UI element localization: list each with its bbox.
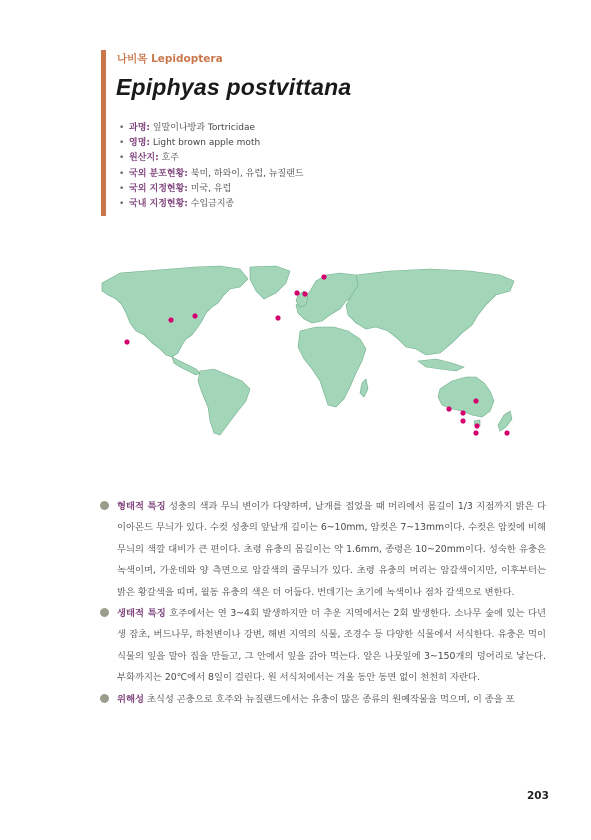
marker-ireland — [294, 290, 299, 295]
paragraph-ecology — [100, 603, 546, 689]
info-value: 잎말이나방과 Tortricidae — [150, 123, 256, 133]
marker-south-australia — [460, 410, 465, 415]
section-bullet-icon — [100, 501, 109, 510]
indonesia-landmass — [418, 359, 464, 371]
info-key: 국내 지정현황: — [129, 199, 188, 210]
marker-uk — [302, 291, 307, 296]
species-title: Epiphyas postvittana — [116, 74, 352, 100]
marker-western-australia — [446, 406, 451, 411]
species-info-list — [119, 121, 304, 212]
bullet-icon: • — [119, 199, 125, 210]
paragraph-risk — [100, 689, 546, 710]
page-number: 203 — [527, 790, 549, 802]
marker-california — [168, 317, 173, 322]
info-value: 북미, 하와이, 유럽, 뉴질랜드 — [187, 168, 304, 179]
info-item-origin — [119, 151, 304, 166]
paragraph-text: 초식성 곤충으로 호주와 뉴질랜드에서는 유충이 많은 종류의 원예작물을 먹으며, 이 종을 포 — [143, 693, 515, 705]
order-label: 나비목 Lepidoptera — [117, 53, 223, 65]
section-bullet-icon — [100, 608, 109, 617]
bullet-icon: • — [119, 153, 125, 164]
paragraph-title: 형태적 특징 — [117, 501, 166, 512]
marker-new-zealand — [504, 430, 509, 435]
marker-queensland — [473, 398, 478, 403]
marker-victoria — [460, 418, 465, 423]
paragraph-morphology — [100, 496, 546, 603]
bullet-icon: • — [119, 138, 125, 149]
marker-new-south-wales — [474, 423, 479, 428]
asia-landmass — [346, 269, 514, 355]
info-value: 호주 — [158, 153, 179, 164]
info-item-family — [119, 121, 304, 136]
north-america-landmass — [102, 266, 248, 357]
info-item-english-name — [119, 136, 304, 151]
australia-landmass — [438, 377, 494, 417]
info-item-foreign-designation — [119, 182, 304, 197]
bullet-icon: • — [119, 123, 125, 133]
info-key: 국외 지정현황: — [129, 183, 188, 194]
paragraph-text: 호주에서는 연 3~4회 발생하지만 더 추운 지역에서는 2회 발생한다. 소나무 숲에 있는 다년생 잡초, 버드나무, 하천변이나 강변, 해변 지역의 식물, 조경수 등 다양한 식물에서 서식한다. 유충은 먹이식물의 잎을 말아 집을 만들고, 그 안에서 잎을 갉아 먹는다. 알은 나뭇잎에 3~150개의 덩어리로 낳는다. 부화까지는 20℃에서 8일이 걸린다. 원 서식처에서는 겨울 동안 동면 없이 천천히 자란다. — [117, 608, 546, 684]
world-map-svg — [100, 265, 516, 438]
marker-tasmania — [473, 430, 478, 435]
info-key: 과명: — [129, 123, 150, 133]
south-america-landmass — [198, 369, 250, 435]
marker-central-usa — [192, 313, 197, 318]
marker-hawaii — [124, 339, 129, 344]
marker-azores — [275, 315, 280, 320]
paragraph-title: 생태적 특징 — [117, 608, 166, 620]
info-key: 영명: — [129, 138, 150, 149]
info-value: 수입금지종 — [187, 199, 235, 210]
section-bullet-icon — [100, 694, 109, 703]
paragraph-text: 성충의 색과 무늬 변이가 다양하며, 날개를 접었을 때 머리에서 몸길이 1/3 지점까지 밝은 다이아몬드 무늬가 있다. 수컷 성충의 앞날개 길이는 6~10mm, 암컷은 7~13mm이다. 수컷은 암컷에 비해 무늬의 색깔 대비가 큰 편이다. 초령 유충의 몸길이는 약 1.6mm, 종령은 10~20mm이다. 성숙한 유충은 녹색이며, 가운데와 양 측면으로 암갈색의 줄무늬가 있다. 초령 유충의 머리는 암갈색이지만, 이후부터는 밝은 황갈색을 띠며, 월동 유충의 색은 더 어둡다. 번데기는 초기에 녹색이나 점차 갈색으로 변한다. — [117, 501, 546, 598]
header-accent-bar — [101, 50, 106, 216]
central-america-landmass — [172, 357, 200, 375]
madagascar-landmass — [360, 379, 368, 397]
paragraph-title: 위해성 — [117, 693, 144, 705]
info-key: 국외 분포현황: — [129, 168, 188, 179]
new-zealand-landmass — [498, 411, 512, 431]
bullet-icon: • — [119, 168, 125, 179]
info-item-foreign-distribution — [119, 167, 304, 182]
bullet-icon: • — [119, 183, 125, 194]
marker-sweden — [321, 274, 326, 279]
land-masses — [102, 266, 514, 435]
africa-landmass — [298, 327, 366, 407]
info-key: 원산지: — [129, 153, 159, 164]
greenland-landmass — [250, 266, 290, 299]
info-value: Light brown apple moth — [150, 138, 261, 149]
body-text — [100, 496, 546, 710]
info-item-domestic-designation — [119, 197, 304, 212]
world-distribution-map — [100, 265, 516, 438]
info-value: 미국, 유럽 — [187, 183, 232, 194]
